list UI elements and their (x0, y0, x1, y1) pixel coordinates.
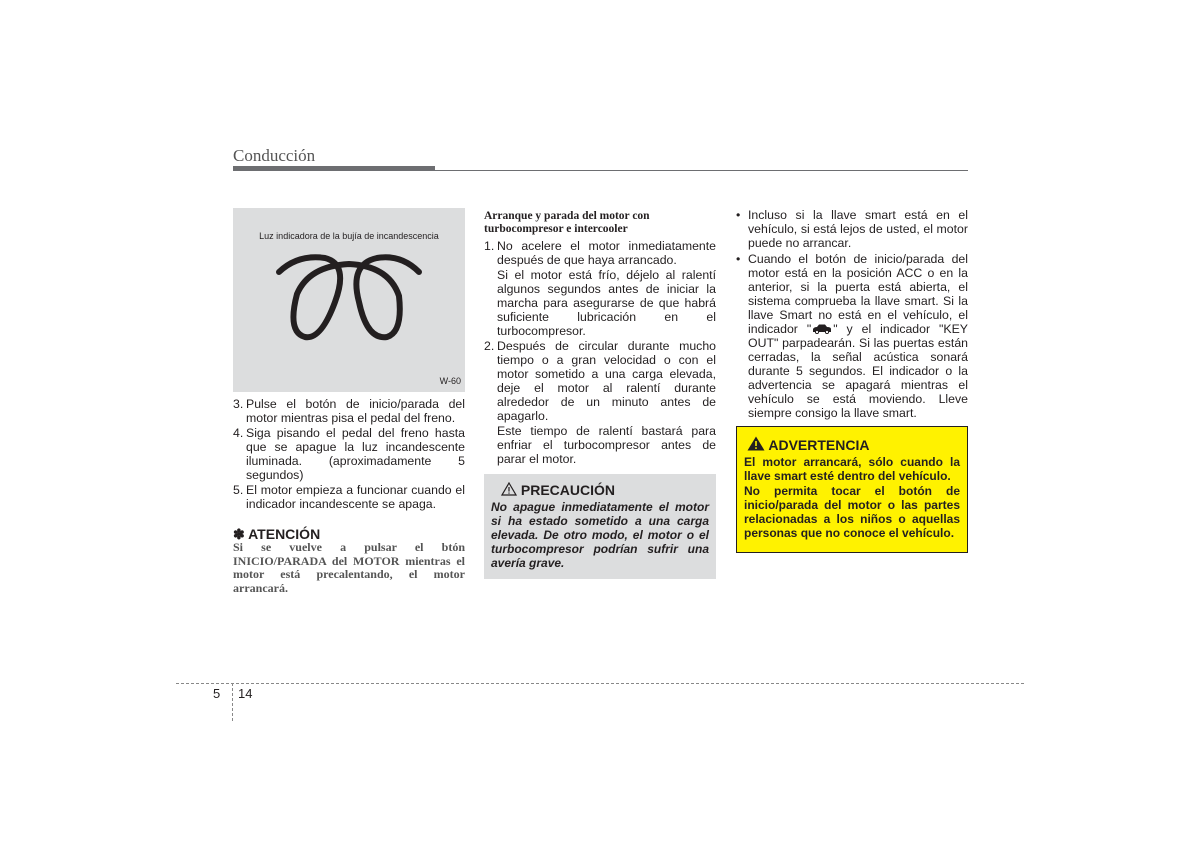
caution-triangle-icon (501, 482, 517, 496)
footer-divider (176, 683, 1024, 684)
turbo-step-2 (484, 339, 716, 423)
attention-title: ATENCIÓN (248, 526, 321, 542)
turbo-step-2-detail: Este tiempo de ralentí bastará para enfriar el turbocompresor antes de parar el motor. (497, 424, 716, 466)
bullet-dot: • (736, 208, 741, 222)
attention-symbol-icon: ✽ (233, 526, 245, 542)
warning-paragraph-2: No permita tocar el botón de inicio/parada del motor o las partes relacionadas a los niños o aquellas personas que no conoce el vehículo. (744, 484, 960, 540)
bullet-text: Incluso si la llave smart está en el vehículo, si está lejos de usted, el motor puede no arrancar. (748, 208, 968, 250)
step-3 (233, 397, 465, 425)
turbo-step-1 (484, 239, 716, 267)
bullet-text (748, 252, 968, 420)
header-rule-thin (233, 170, 968, 171)
warning-box (736, 426, 968, 553)
bullet-dot: • (736, 252, 741, 266)
warning-paragraph-1: El motor arrancará, sólo cuando la llave smart esté dentro del vehículo. (744, 455, 960, 483)
column-left (233, 208, 465, 595)
page-header-title: Conducción (233, 146, 316, 165)
column-middle (484, 208, 716, 579)
step-text: No acelere el motor inmediatamente después de que haya arrancado. (497, 239, 716, 267)
figure-caption: Luz indicadora de la bujía de incandescencia (259, 231, 439, 241)
step-number: 3. (233, 397, 244, 411)
key-out-car-icon (811, 323, 833, 334)
glow-plug-icon (273, 252, 425, 348)
step-text: El motor empieza a funcionar cuando el indicador incandescente se apaga. (246, 483, 465, 511)
bullet-item (736, 252, 968, 420)
attention-heading (233, 527, 465, 541)
step-text: Siga pisando el pedal del freno hasta que se apague la luz incandescente iluminada. (aproximadamente 5 segundos) (246, 426, 465, 482)
figure-code: W-60 (439, 376, 461, 386)
precaution-title: PRECAUCIÓN (520, 482, 616, 498)
precaution-box (484, 474, 716, 579)
step-number: 5. (233, 483, 244, 497)
warning-heading (747, 436, 960, 452)
footer-vertical-divider (232, 683, 233, 721)
precaution-body: No apague inmediatamente el motor si ha estado sometido a una carga elevada. De otro modo, el motor o el turbocompresor podrían sufrir una avería grave. (491, 500, 709, 570)
precaution-heading (501, 482, 709, 497)
step-number: 4. (233, 426, 244, 440)
step-number: 1. (484, 239, 495, 253)
column-right (736, 208, 968, 553)
glow-plug-figure (233, 208, 465, 392)
step-number: 2. (484, 339, 495, 353)
step-text: Después de circular durante mucho tiempo o a gran velocidad o con el motor sometido a una carga elevada, deje el motor al ralentí durante alrededor de un minuto antes de apagarlo. (497, 339, 716, 423)
chapter-number: 5 (213, 686, 221, 701)
bullet-text-part1: Cuando el botón de inicio/parada del motor está en la posición ACC o en la anterior, si la puerta está abierta, el sistema comprueba la llave smart. Si la llave Smart no está en el vehículo, el indicador " (748, 252, 968, 336)
warning-triangle-icon (747, 436, 765, 451)
turbo-step-1-detail: Si el motor está frío, déjelo al ralentí algunos segundos antes de iniciar la marcha para asegurarse de que habrá suficiente lubricación en el turbocompresor. (497, 268, 716, 338)
step-4 (233, 426, 465, 482)
warning-title: ADVERTENCIA (768, 437, 870, 453)
attention-body: Si se vuelve a pulsar el btón INICIO/PARADA del MOTOR mientras el motor está precalentando, el motor arrancará. (233, 540, 465, 595)
step-text: Pulse el botón de inicio/parada del motor mientras pisa el pedal del freno. (246, 397, 465, 425)
bullet-item (736, 208, 968, 250)
step-5 (233, 483, 465, 511)
turbo-heading: Arranque y parada del motor con turbocompresor e intercooler (484, 210, 650, 235)
page-number: 14 (238, 686, 253, 701)
bullet-text-part2: " y el indicador "KEY OUT" parpadearán. Si las puertas están cerradas, la señal acústica sonará durante 5 segundos. El indicador o la advertencia se apagará mientras el vehículo se está moviendo. Lleve siempre consigo la llave smart. (748, 322, 969, 420)
